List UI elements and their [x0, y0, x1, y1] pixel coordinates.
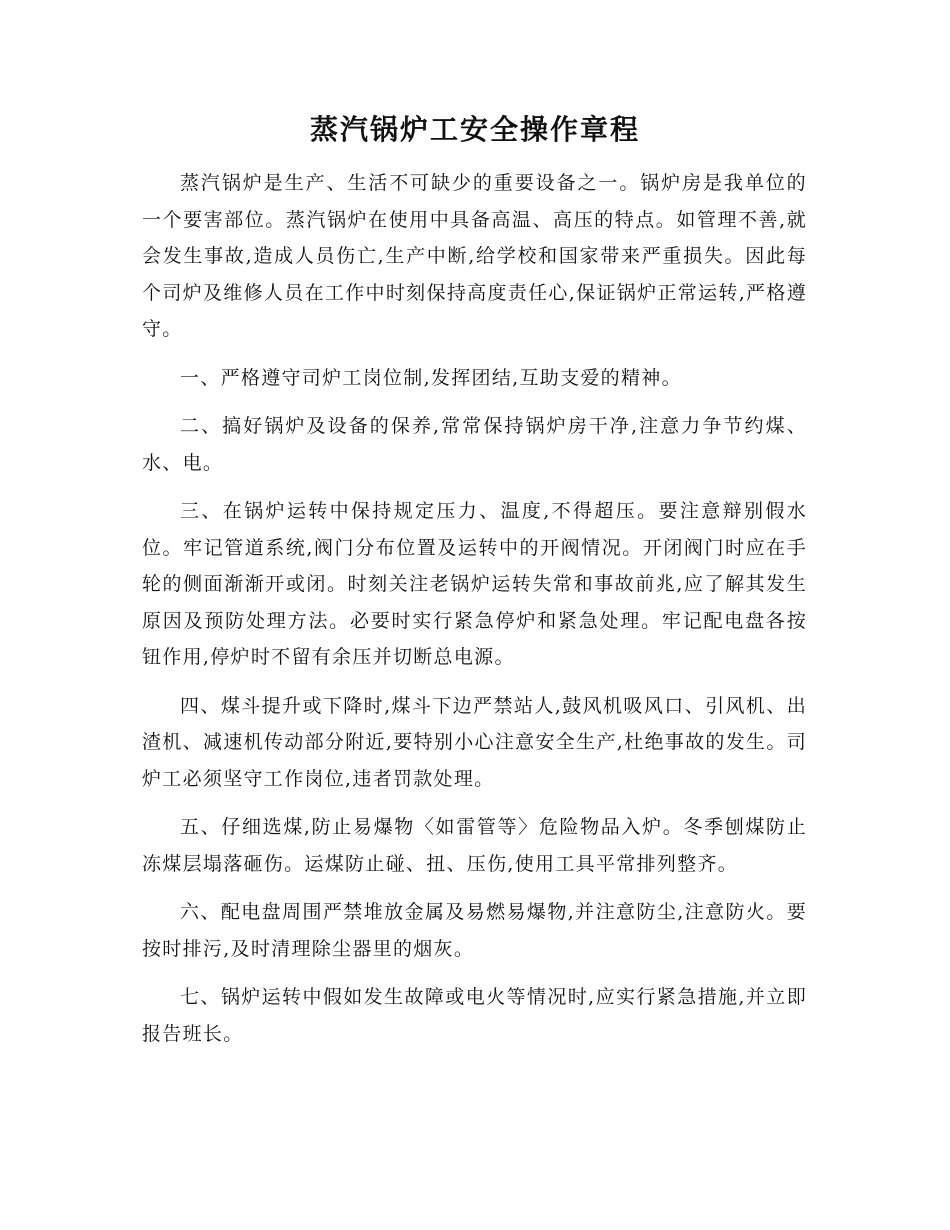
rule-paragraph-7: 七、锅炉运转中假如发生故障或电火等情况时,应实行紧急措施,并立即报告班长。 [142, 986, 807, 1045]
rule-paragraph-5: 五、仔细选煤,防止易爆物〈如雷管等〉危险物品入炉。冬季刨煤防止冻煤层塌落砸伤。运煤防止碰、扭、压伤,使用工具平常排列整齐。 [142, 816, 807, 875]
document-body [142, 165, 807, 1052]
rule-paragraph-3: 三、在锅炉运转中保持规定压力、温度,不得超压。要注意辩别假水位。牢记管道系统,阀门分布位置及运转中的开阀情况。开闭阀门时应在手轮的侧面渐渐开或闭。时刻关注老锅炉运转失常和事故前兆,应了解其发生原因及预防处理方法。必要时实行紧急停炉和紧急处理。牢记配电盘各按钮作用,停炉时不留有余压并切断总电源。 [142, 500, 807, 668]
rule-paragraph-2: 二、搞好锅炉及设备的保养,常常保持锅炉房干净,注意力争节约煤、水、电。 [142, 415, 807, 474]
rule-paragraph-4: 四、煤斗提升或下降时,煤斗下边严禁站人,鼓风机吸风口、引风机、出渣机、减速机传动部分附近,要特别小心注意安全生产,杜绝事故的发生。司炉工必须坚守工作岗位,违者罚款处理。 [142, 694, 807, 790]
intro-paragraph: 蒸汽锅炉是生产、生活不可缺少的重要设备之一。锅炉房是我单位的一个要害部位。蒸汽锅炉在使用中具备高温、高压的特点。如管理不善,就会发生事故,造成人员伤亡,生产中断,给学校和国家带来严重损失。因此每个司炉及维修人员在工作中时刻保持高度责任心,保证锅炉正常运转,严格遵守。 [142, 172, 807, 340]
document-title: 蒸汽锅炉工安全操作章程 [309, 113, 640, 146]
rule-paragraph-1: 一、严格遵守司炉工岗位制,发挥团结,互助支爱的精神。 [180, 366, 682, 389]
rule-paragraph-6: 六、配电盘周围严禁堆放金属及易燃易爆物,并注意防尘,注意防火。要按时排污,及时清理除尘器里的烟灰。 [142, 901, 807, 960]
